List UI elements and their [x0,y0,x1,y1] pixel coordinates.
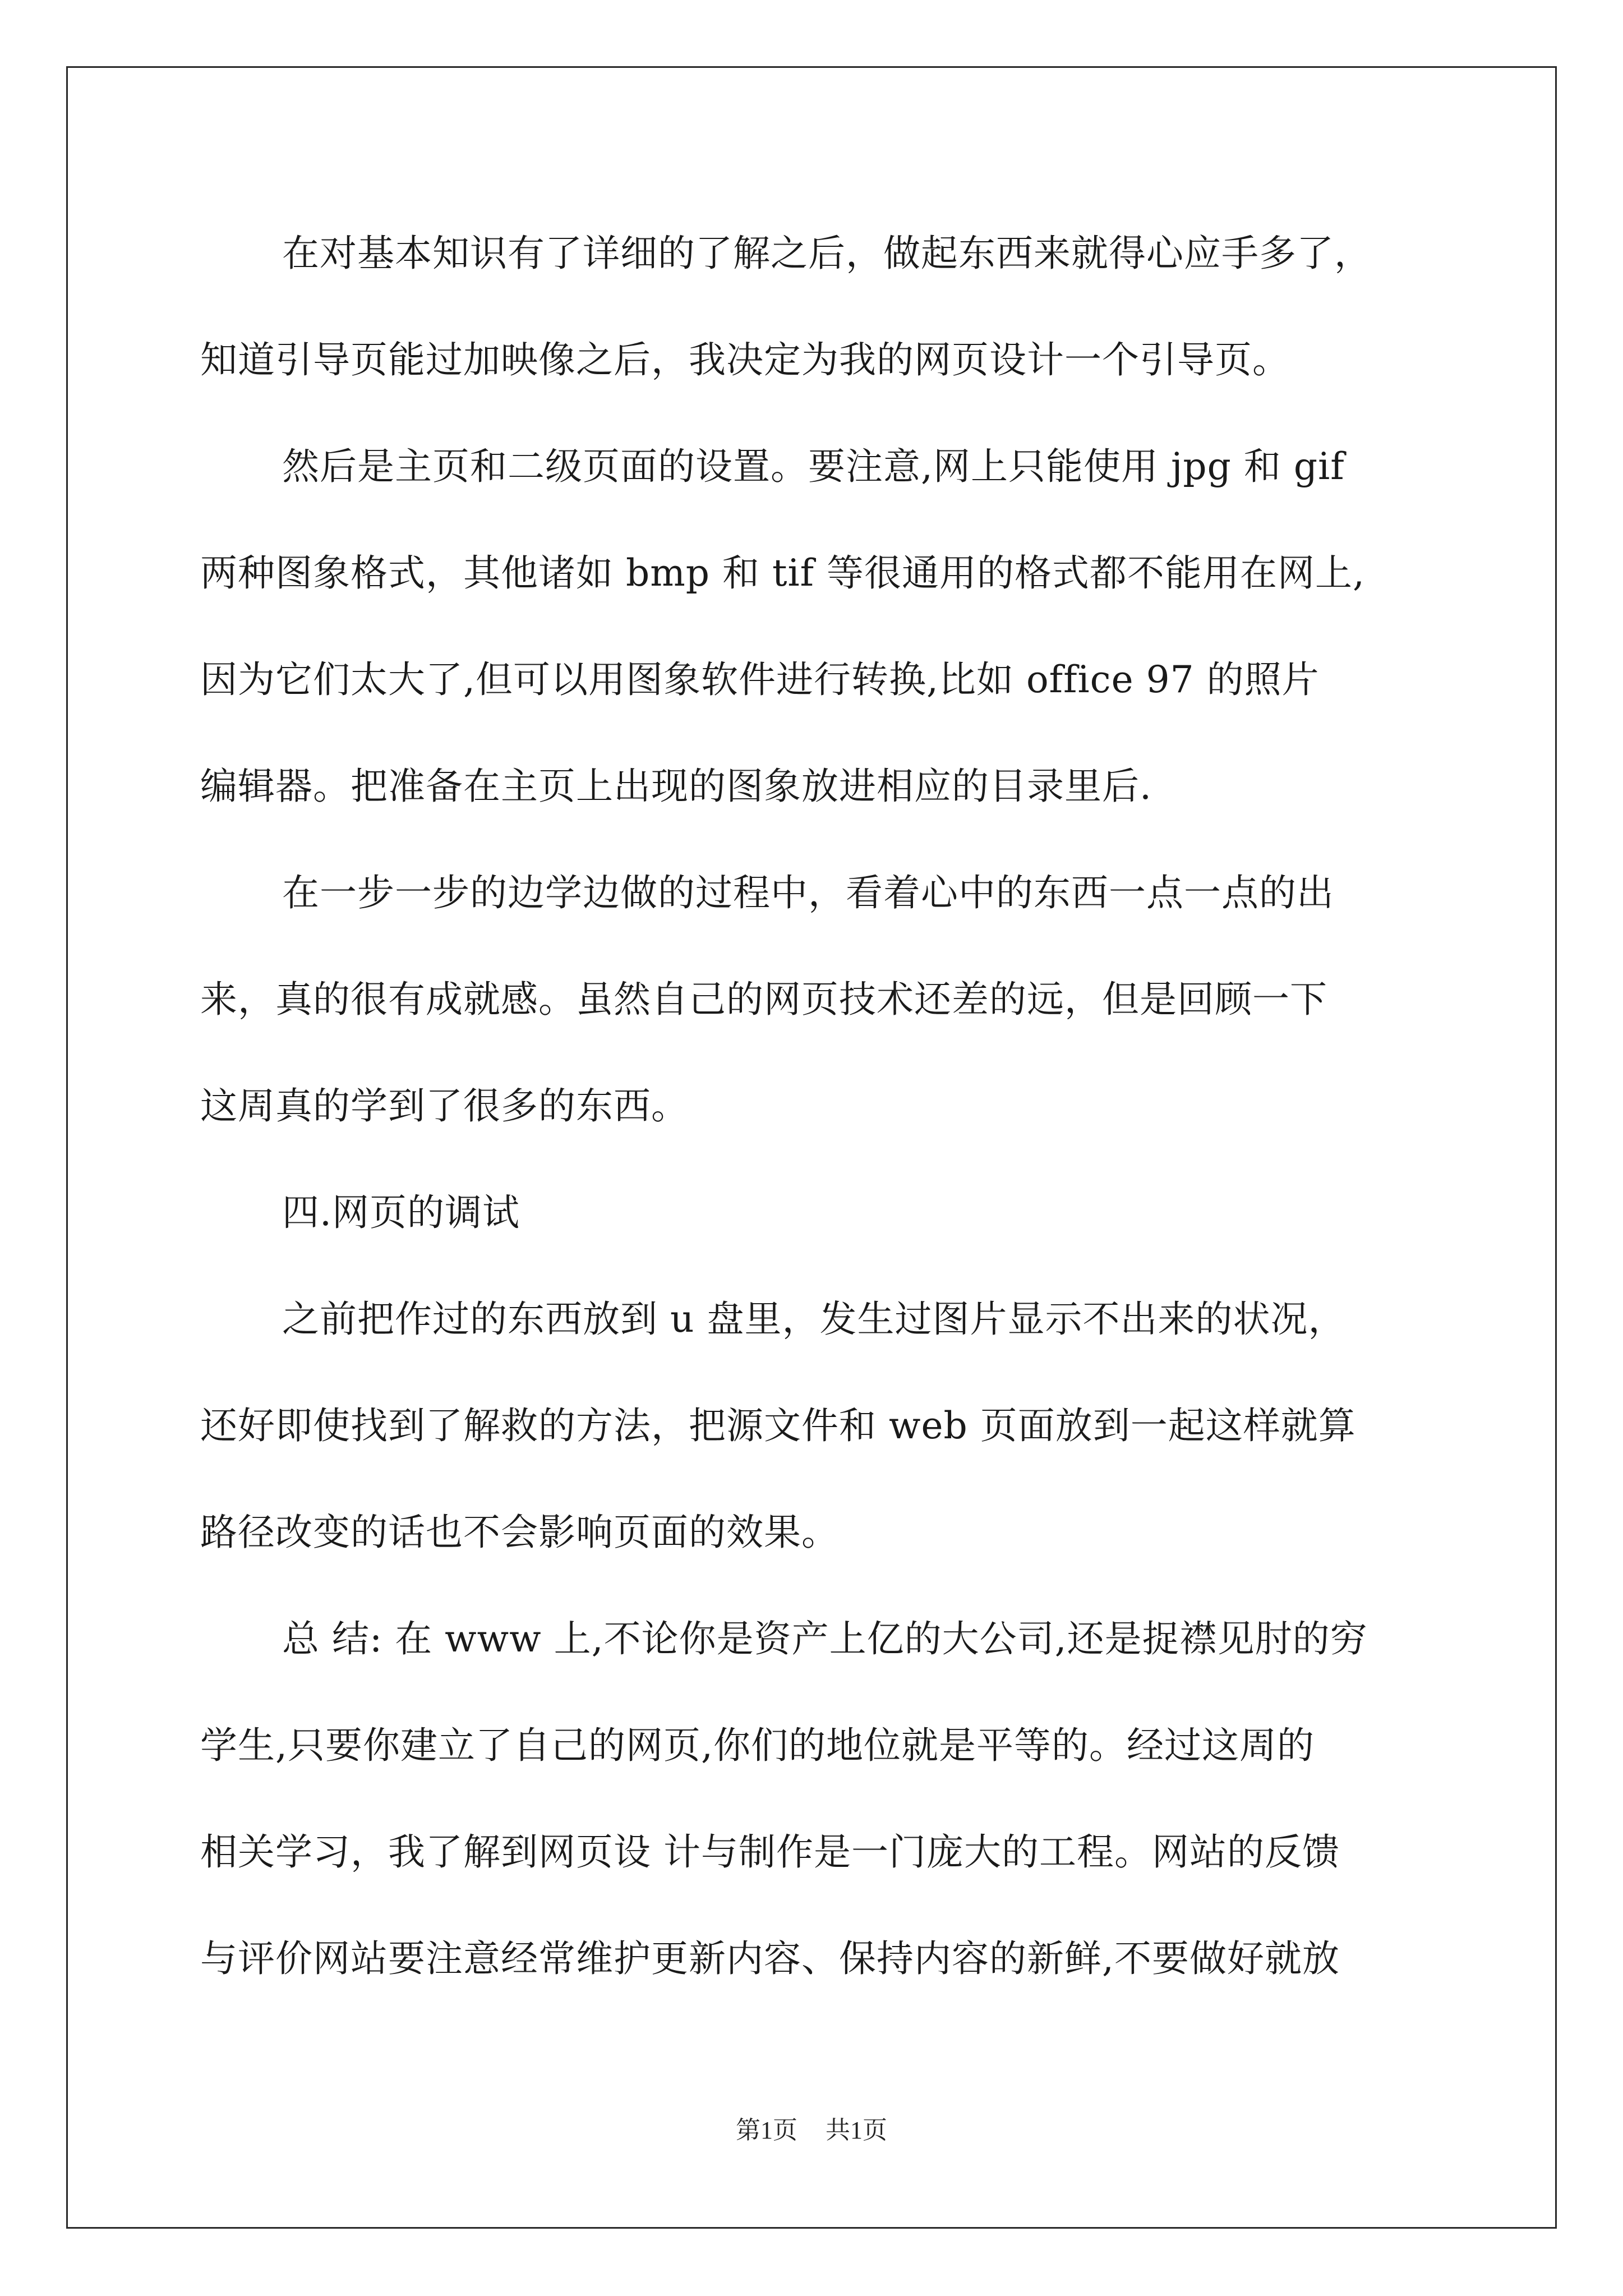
page-footer [0,2115,1623,2146]
paragraph-1-line-1: 在对基本知识有了详细的了解之后，做起东西来就得心应手多了， [282,232,1372,275]
page-number: 第1页 [736,2116,797,2144]
paragraph-5-line-3: 路径改变的话也不会影响页面的效果。 [200,1511,839,1554]
section-heading: 四.网页的调试 [282,1191,520,1234]
paragraph-5-line-2: 还好即使找到了解救的方法，把源文件和 web 页面放到一起这样就算 [200,1404,1356,1447]
paragraph-6-line-4: 与评价网站要注意经常维护更新内容、保持内容的新鲜,不要做好就放 [200,1937,1340,1980]
paragraph-1-line-2: 知道引导页能过加映像之后，我决定为我的网页设计一个引导页。 [200,338,1290,381]
paragraph-2-line-1: 然后是主页和二级页面的设置。要注意,网上只能使用 jpg 和 gif [282,445,1345,488]
paragraph-2-line-3: 因为它们太大了,但可以用图象软件进行转换,比如 office 97 的照片 [200,658,1320,701]
paragraph-6-line-2: 学生,只要你建立了自己的网页,你们的地位就是平等的。经过这周的 [200,1724,1315,1767]
paragraph-3-line-1: 在一步一步的边学边做的过程中，看着心中的东西一点一点的出 [282,871,1334,914]
paragraph-6-line-3: 相关学习，我了解到网页设 计与制作是一门庞大的工程。网站的反馈 [200,1830,1340,1874]
paragraph-2-line-2: 两种图象格式，其他诸如 bmp 和 tif 等很通用的格式都不能用在网上, [200,551,1366,595]
page-border [66,66,1557,2229]
paragraph-3-line-2: 来，真的很有成就感。虽然自己的网页技术还差的远，但是回顾一下 [200,978,1327,1021]
paragraph-5-line-1: 之前把作过的东西放到 u 盘里，发生过图片显示不出来的状况， [282,1297,1346,1341]
paragraph-3-line-3: 这周真的学到了很多的东西。 [200,1084,689,1128]
paragraph-2-line-4: 编辑器。把准备在主页上出现的图象放进相应的目录里后. [200,765,1152,808]
page-total: 共1页 [826,2116,887,2144]
paragraph-6-line-1: 总 结: 在 www 上,不论你是资产上亿的大公司,还是捉襟见肘的穷 [282,1617,1368,1660]
